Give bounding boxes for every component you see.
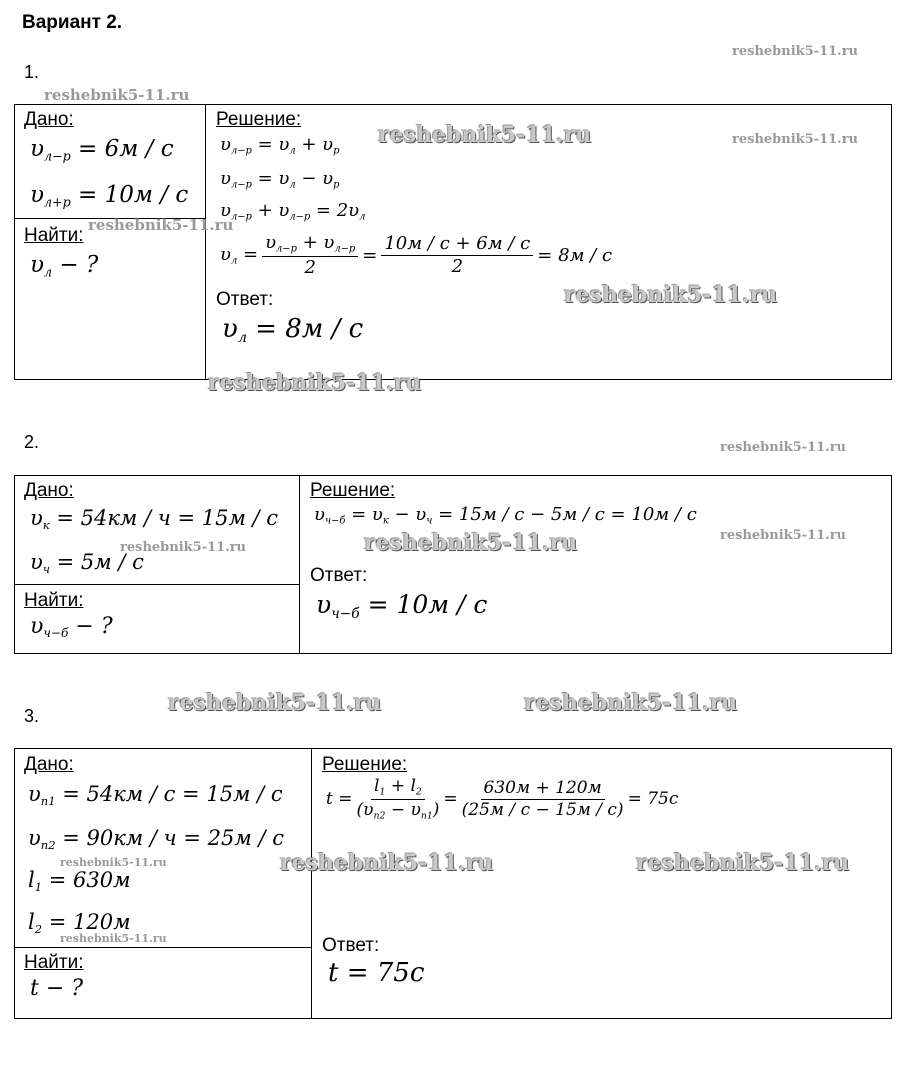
watermark: reshebnik5-11.ru <box>732 44 859 59</box>
problem-3-answer-label: Ответ: <box>322 935 380 956</box>
watermark: reshebnik5-11.ru <box>720 528 847 543</box>
problem-1-answer: $\upsilon_л = 8м / с$ <box>222 314 364 346</box>
problem-2-number: 2. <box>24 432 40 452</box>
problem-2-table <box>14 475 892 654</box>
watermark: reshebnik5-11.ru <box>720 440 847 455</box>
problem-3-given-find-divider <box>14 947 312 948</box>
watermark: reshebnik5-11.ru <box>88 216 234 234</box>
problem-3-given-label: Дано: <box>24 754 74 775</box>
problem-2-divider <box>299 475 300 654</box>
problem-3-given-1: $\upsilon_{п1} = 54км / с = 15м / с$ <box>28 782 283 809</box>
problem-2-answer-label: Ответ: <box>310 565 368 586</box>
problem-1-answer-label: Ответ: <box>216 289 274 310</box>
problem-1-given-1: $\upsilon_{л-р} = 6м / с$ <box>30 136 174 164</box>
problem-1-given-2: $\upsilon_{л+р} = 10м / с$ <box>30 182 189 210</box>
problem-1-solution-line-4: $\upsilon_л$ = $\frac{\upsilon_{л-р} + \upsilon_{л-р}}{2}$ = $\frac{10м / с + 6м / с}{2}$ = 8м / с <box>220 232 613 279</box>
problem-3-given-3: $l_1 = 630м$ <box>28 868 131 895</box>
problem-1-number: 1. <box>24 62 40 82</box>
problem-1-solution-label: Решение: <box>216 109 302 130</box>
problem-3-divider <box>311 748 312 1019</box>
problem-3-find-label: Найти: <box>24 952 84 973</box>
watermark: reshebnik5-11.ru <box>636 850 850 876</box>
problem-2-solution-label: Решение: <box>310 480 396 501</box>
problem-3-solution-label: Решение: <box>322 754 408 775</box>
watermark: reshebnik5-11.ru <box>732 132 859 147</box>
watermark: reshebnik5-11.ru <box>208 370 422 396</box>
watermark: reshebnik5-11.ru <box>168 690 382 716</box>
problem-2-solution-line-1: $\upsilon_{ч-б} = \upsilon_к - \upsilon_ч = 15м / с - 5м / с = 10м / с$ <box>314 504 697 527</box>
problem-2-given-2: $\upsilon_ч = 5м / с$ <box>30 550 144 577</box>
watermark: reshebnik5-11.ru <box>364 530 578 556</box>
problem-1-find-label: Найти: <box>24 225 84 246</box>
problem-1-divider <box>205 104 206 380</box>
watermark: reshebnik5-11.ru <box>524 690 738 716</box>
problem-3-given-4: $l_2 = 120м$ <box>28 910 131 937</box>
problem-2-given-1: $\upsilon_к = 54км / ч = 15м / с$ <box>30 506 279 533</box>
watermark: reshebnik5-11.ru <box>280 850 494 876</box>
problem-2-given-label: Дано: <box>24 480 74 501</box>
watermark: reshebnik5-11.ru <box>564 282 778 308</box>
problem-3-solution-line-1: t = $\frac{l_1 + l_2}{(\upsilon_{п2} - \upsilon_{п1})}$ = $\frac{630м + 120м}{(25м / с - 15м / с)}$ = 75с <box>326 776 679 821</box>
problem-3-given-2: $\upsilon_{п2} = 90км / ч = 25м / с$ <box>28 826 284 853</box>
problem-2-find: $\upsilon_{ч-б}$ − ? <box>30 614 113 641</box>
problem-3-answer: t = 75с <box>328 958 425 988</box>
problem-1-find: $\upsilon_л$ − ? <box>30 252 99 280</box>
problem-1-given-label: Дано: <box>24 109 74 130</box>
watermark: reshebnik5-11.ru <box>44 86 190 104</box>
problem-1-solution-line-1: $\upsilon_{л-р} = \upsilon_л + \upsilon_р$ <box>220 134 340 157</box>
problem-3-find: t − ? <box>30 976 84 1001</box>
problem-2-answer: $\upsilon_{ч-б} = 10м / с$ <box>316 590 488 622</box>
watermark: reshebnik5-11.ru <box>120 540 247 555</box>
problem-2-given-find-divider <box>14 584 300 585</box>
problem-2-find-label: Найти: <box>24 590 84 611</box>
problem-1-solution-line-2: $\upsilon_{л-р} = \upsilon_л - \upsilon_р$ <box>220 168 340 191</box>
watermark: reshebnik5-11.ru <box>378 122 592 148</box>
watermark: reshebnik5-11.ru <box>60 932 167 945</box>
page-title: Вариант 2. <box>22 12 123 33</box>
problem-3-number: 3. <box>24 706 40 726</box>
problem-1-solution-line-3: $\upsilon_{л-р} + \upsilon_{л-р} = 2\upsilon_л$ <box>220 200 366 223</box>
watermark: reshebnik5-11.ru <box>60 856 167 869</box>
